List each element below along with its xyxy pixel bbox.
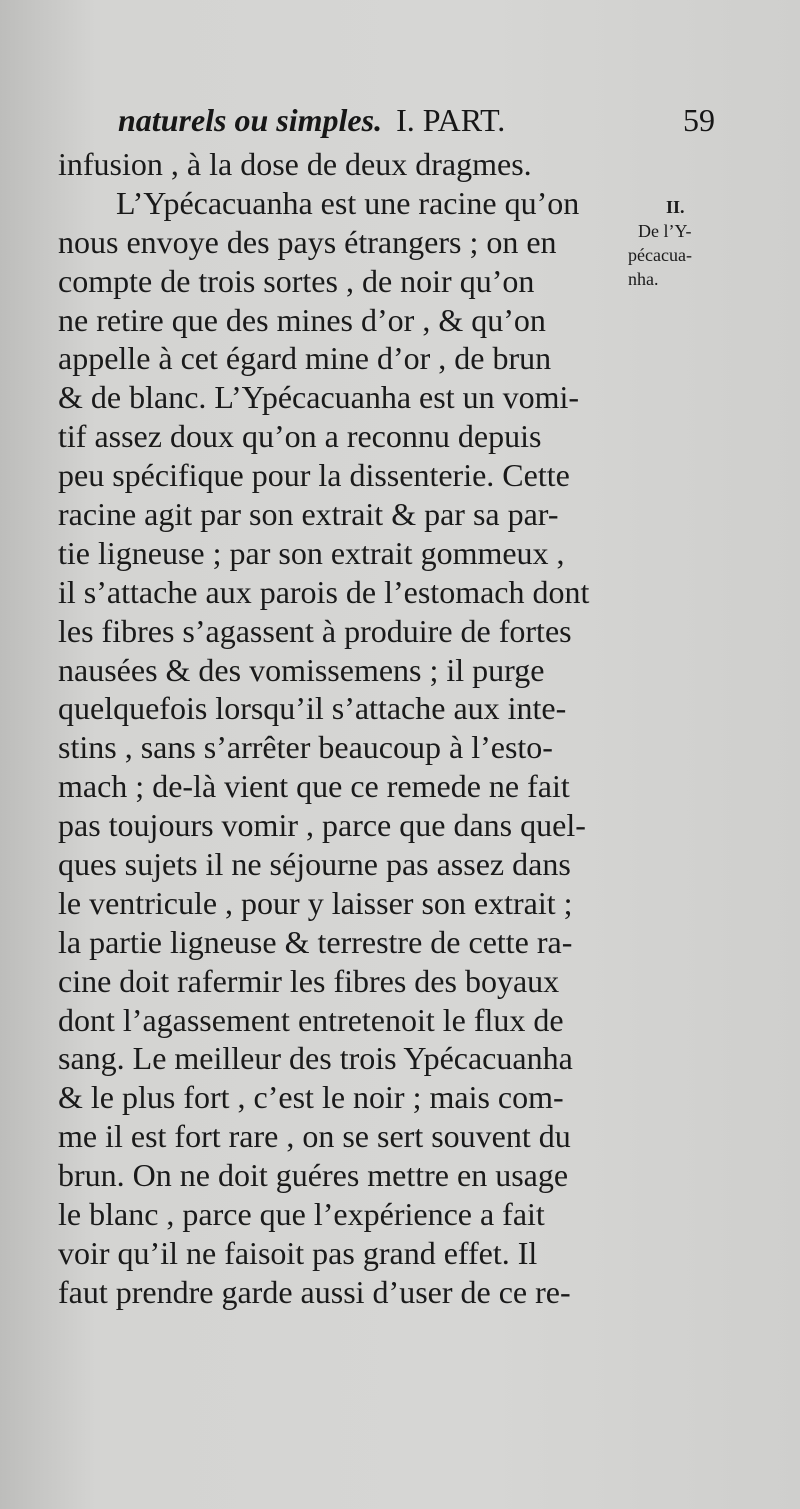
text-line: me il est fort rare , on se sert souvent du <box>58 1118 571 1155</box>
margin-note-line: nha. <box>628 269 659 289</box>
text-line: mach ; de-là vient que ce remede ne fait <box>58 768 570 805</box>
running-head: naturels ou simples. <box>118 102 383 138</box>
margin-note <box>628 195 738 291</box>
text-line: faut prendre garde aussi d’user de ce re- <box>58 1273 571 1310</box>
text-line: tie ligneuse ; par son extrait gommeux , <box>58 534 565 571</box>
text-line: pas toujours vomir , parce que dans quel- <box>58 807 586 844</box>
part-label: I. PART. <box>396 102 506 138</box>
text-line: & de blanc. L’Ypécacuanha est un vomi- <box>58 379 580 416</box>
text-line: la partie ligneuse & terrestre de cette ra- <box>58 923 573 960</box>
text-line: ques sujets il ne séjourne pas assez dans <box>58 846 571 883</box>
text-line: nous envoye des pays étrangers ; on en <box>58 223 557 260</box>
text-line: appelle à cet égard mine d’or , de brun <box>58 340 552 377</box>
text-line: infusion , à la dose de deux dragmes. <box>58 146 532 182</box>
text-line: quelquefois lorsqu’il s’attache aux inte- <box>58 690 567 727</box>
text-line: ne retire que des mines d’or , & qu’on <box>58 301 546 338</box>
page-number: 59 <box>683 102 715 138</box>
text-line: racine agit par son extrait & par sa par- <box>58 496 559 533</box>
text-line: stins , sans s’arrêter beaucoup à l’esto- <box>58 729 553 766</box>
text-line: L’Ypécacuanha est une racine qu’on <box>116 184 580 221</box>
text-line: voir qu’il ne faisoit pas grand effet. Il <box>58 1234 538 1271</box>
text-line: tif assez doux qu’on a reconnu depuis <box>58 418 542 455</box>
body-text <box>58 145 628 1312</box>
text-line: & le plus fort , c’est le noir ; mais com- <box>58 1079 564 1116</box>
text-line: nausées & des vomissemens ; il purge <box>58 651 545 688</box>
margin-note-line: pécacua- <box>628 245 692 265</box>
text-line: sang. Le meilleur des trois Ypécacuanha <box>58 1040 573 1077</box>
text-line: le blanc , parce que l’expérience a fait <box>58 1196 545 1233</box>
text-line: le ventricule , pour y laisser son extrait ; <box>58 884 573 921</box>
margin-note-number: II. <box>666 197 685 217</box>
text-line: dont l’agassement entretenoit le flux de <box>58 1001 564 1038</box>
text-line: les fibres s’agassent à produire de fortes <box>58 612 572 649</box>
text-line: il s’attache aux parois de l’estomach dont <box>58 573 590 610</box>
text-line: cine doit rafermir les fibres des boyaux <box>58 962 560 999</box>
text-line: peu spécifique pour la dissenterie. Cette <box>58 457 570 494</box>
text-line: brun. On ne doit guéres mettre en usage <box>58 1157 569 1194</box>
margin-note-line: De l’Y- <box>638 221 692 241</box>
page-header <box>118 98 715 142</box>
text-line: compte de trois sortes , de noir qu’on <box>58 262 535 299</box>
